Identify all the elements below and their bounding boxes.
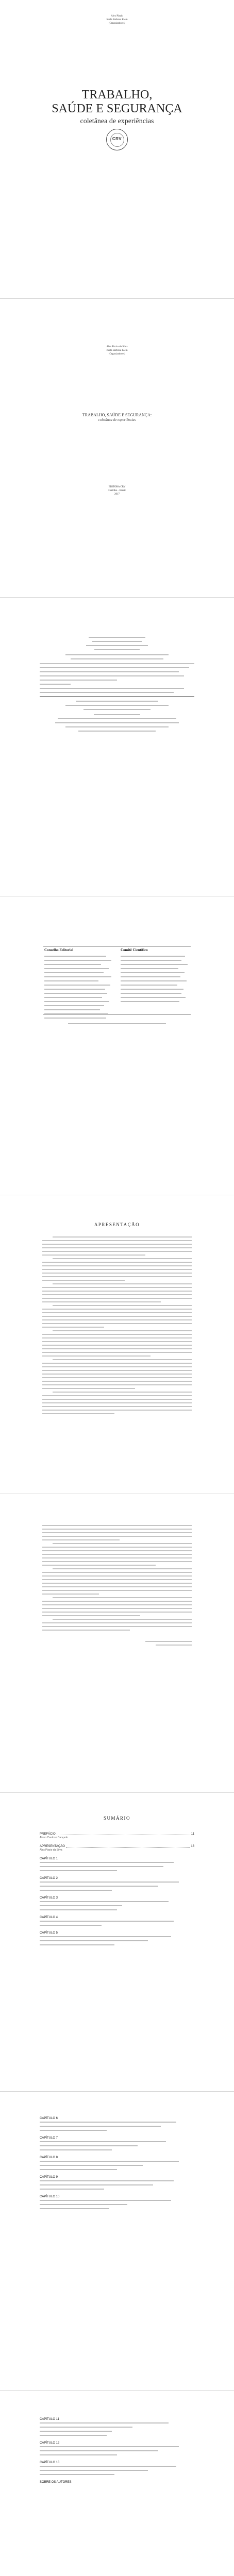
title-page-year: 2017 bbox=[114, 493, 120, 496]
presentation-heading: APRESENTAÇÃO bbox=[94, 1222, 140, 1227]
toc-entry-page: 11 bbox=[191, 1833, 194, 1836]
title-page-publisher: EDITORA CRV bbox=[108, 486, 126, 488]
copyright-page bbox=[0, 598, 234, 896]
presentation-body bbox=[42, 1236, 192, 1414]
toc-chapter-label[interactable]: CAPÍTULO 11 bbox=[40, 2418, 59, 2421]
cover-title-line-2: SAÚDE E SEGURANÇA bbox=[52, 102, 182, 115]
title-page-city: Curitiba – Brasil bbox=[108, 489, 126, 492]
cover-title-line-1: TRABALHO, bbox=[81, 88, 153, 101]
toc-chapter-label[interactable]: CAPÍTULO 1 bbox=[40, 1857, 58, 1860]
toc-chapter-label[interactable]: CAPÍTULO 3 bbox=[40, 1896, 58, 1900]
toc-chapter-label[interactable]: SOBRE OS AUTORES bbox=[40, 2481, 72, 2484]
toc-chapter-label[interactable]: CAPÍTULO 10 bbox=[40, 2195, 60, 2198]
toc-entry-label: APRESENTAÇÃO bbox=[40, 1845, 65, 1848]
title-page-subtitle: coletânea de experiências bbox=[98, 418, 136, 422]
toc-chapter-label[interactable]: CAPÍTULO 7 bbox=[40, 2137, 58, 2140]
toc-chapter-label[interactable]: CAPÍTULO 8 bbox=[40, 2156, 58, 2159]
presentation-continued-page bbox=[0, 1494, 234, 1793]
toc-chapter-label[interactable]: CAPÍTULO 6 bbox=[40, 2117, 58, 2120]
toc-entry-page: 13 bbox=[191, 1845, 194, 1848]
toc-chapter-label[interactable]: CAPÍTULO 12 bbox=[40, 2442, 60, 2445]
summary-page bbox=[0, 1793, 234, 2092]
cover-editor-1: Alex Pizzio bbox=[111, 15, 123, 18]
toc-chapter-label[interactable]: CAPÍTULO 2 bbox=[40, 1877, 58, 1880]
title-page-editor-role: (Organizadores) bbox=[108, 353, 126, 355]
publisher-logo bbox=[106, 129, 128, 150]
publisher-logo-text: CRV bbox=[112, 137, 122, 141]
toc-chapter-label[interactable]: CAPÍTULO 4 bbox=[40, 1916, 58, 1919]
toc-entry-author: Alex Pizzio da Silva bbox=[40, 1849, 62, 1852]
title-page bbox=[0, 299, 234, 598]
summary-final-page bbox=[0, 2391, 234, 2576]
toc-entry-label: PREFÁCIO bbox=[40, 1833, 56, 1836]
toc-chapter-label[interactable]: CAPÍTULO 5 bbox=[40, 1931, 58, 1935]
cover-editor-2: Karla Barbosa Klein bbox=[106, 19, 128, 21]
title-page-editor-2: Karla Barbosa Klein bbox=[106, 349, 128, 352]
editorial-board-title: Conselho Editorial bbox=[44, 948, 74, 952]
toc-chapter-label[interactable]: CAPÍTULO 9 bbox=[40, 2176, 58, 2179]
toc-entry[interactable] bbox=[40, 1832, 194, 1836]
toc-entry-author: Airton Cardoso Cançado bbox=[40, 1836, 68, 1839]
summary-heading: SUMÁRIO bbox=[103, 1816, 130, 1821]
toc-chapter-label[interactable]: CAPÍTULO 13 bbox=[40, 2461, 60, 2464]
title-page-editor-1: Alex Pizzio da Silva bbox=[106, 346, 128, 348]
cover-subtitle: coletânea de experiências bbox=[80, 117, 154, 125]
cover-page bbox=[0, 0, 234, 299]
title-page-title: TRABALHO, SAÚDE E SEGURANÇA: bbox=[82, 413, 152, 417]
editorial-board-page bbox=[0, 896, 234, 1195]
cover-editor-role: (Organizadores) bbox=[108, 22, 126, 25]
presentation-body-continued bbox=[42, 1525, 192, 1631]
scientific-committee-title: Comitê Científico bbox=[121, 948, 148, 952]
summary-continued-page bbox=[0, 2092, 234, 2391]
presentation-page bbox=[0, 1195, 234, 1494]
toc-entry[interactable] bbox=[40, 1844, 194, 1849]
